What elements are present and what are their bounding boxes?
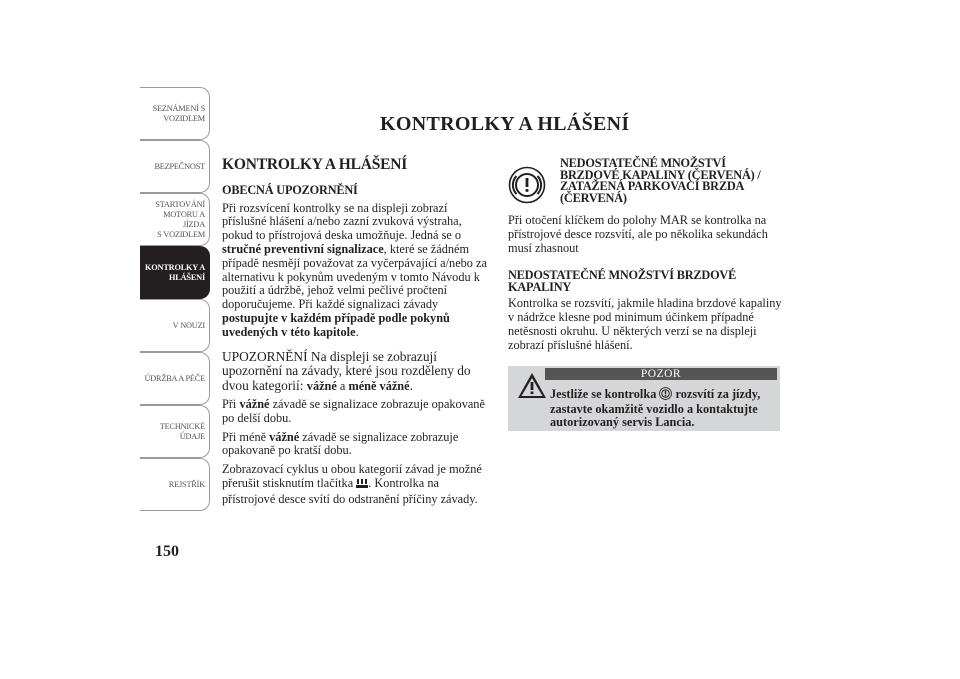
paragraph-brake-fluid: Kontrolka se rozsvítí, jakmile hladina brzdové kapaliny v nádržce klesne pod minimum účinkem případné netěsnosti okruhu. U některých verzí se na displeji zobrazí příslušné hlášení.: [508, 296, 782, 352]
left-column: [222, 158, 492, 512]
tab-kontrolky[interactable]: KONTROLKY A HLÁŠENÍ: [140, 246, 210, 299]
tab-seznameni[interactable]: SEZNÁMENÍ S VOZIDLEM: [140, 87, 210, 140]
paragraph-cycle: Zobrazovací cyklus u obou kategorií závad je možné přerušit stisknutím tlačítka . Kontrolka na přístrojové desce svítí do odstranění příčiny závady.: [222, 462, 482, 506]
brake-warning-icon-inline: [659, 387, 672, 403]
section-heading: KONTROLKY A HLÁŠENÍ: [222, 156, 408, 173]
menu-button-icon: [356, 478, 368, 493]
page-number: 150: [155, 543, 179, 560]
tab-v-nouzi[interactable]: V NOUZI: [140, 299, 210, 352]
page-title: KONTROLKY A HLÁŠENÍ: [380, 113, 630, 135]
right-column: [508, 158, 783, 358]
subsection-heading: OBECNÁ UPOZORNĚNÍ: [222, 182, 358, 197]
paragraph-brake-check: Při otočení klíčkem do polohy MAR se kontrolka na přístrojové desce rozsvítí, ale po několika sekundách musí zhasnout: [508, 213, 768, 255]
tab-udrzba[interactable]: ÚDRŽBA A PÉČE: [140, 352, 210, 405]
tab-rejstrik[interactable]: REJSTŘÍK: [140, 458, 210, 511]
warning-text: Jestliže se kontrolka rozsvítí za jízdy, zastavte okamžitě vozidlo a kontaktujte autorizovaný servis Lancia.: [550, 387, 761, 429]
paragraph-less-serious: Při méně vážné závadě se signalizace zobrazuje opakovaně po kratší dobu.: [222, 429, 459, 458]
brake-warning-title: NEDOSTATEČNÉ MNOŽSTVÍ BRZDOVÉ KAPALINY (ČERVENÁ) / ZATAŽENÁ PARKOVACÍ BRZDA (ČERVENÁ): [560, 156, 761, 205]
tab-technicke-udaje[interactable]: TECHNICKÉ ÚDAJE: [140, 405, 210, 458]
paragraph-notice: UPOZORNĚNÍ Na displeji se zobrazují upozornění na závady, které jsou rozděleny do dvou kategorií: vážné a méně vážné.: [222, 348, 471, 393]
tab-startovani[interactable]: STARTOVÁNÍ MOTORU A JÍZDA S VOZIDLEM: [140, 193, 210, 246]
tab-bezpecnost[interactable]: BEZPEČNOST: [140, 140, 210, 193]
warning-header: POZOR: [545, 368, 777, 380]
paragraph-serious: Při vážné závadě se signalizace zobrazuje opakovaně po delší dobu.: [222, 397, 485, 425]
brake-warning-icon: [508, 166, 546, 204]
paragraph-general: Při rozsvícení kontrolky se na displeji zobrazí příslušné hlášení a/nebo zazní zvuková výstraha, pokud to přístrojová deska umožňuje. Jedná se o stručné preventivní signalizace, které se žádném případě nesmějí považovat za vyčerpávající a/nebo za alternativu k pokynům uvedeným v tomto Návodu k použití a údržbě, jehož velmi pečlivé pročtení doporučujeme. Při každé signalizaci závady postupujte v každém případě podle pokynů uvedených v této kapitole.: [222, 200, 487, 339]
chapter-sidebar: [140, 87, 210, 511]
brake-fluid-heading: NEDOSTATEČNÉ MNOŽSTVÍ BRZDOVÉ KAPALINY: [508, 268, 737, 295]
brake-warning-block: [508, 158, 783, 210]
